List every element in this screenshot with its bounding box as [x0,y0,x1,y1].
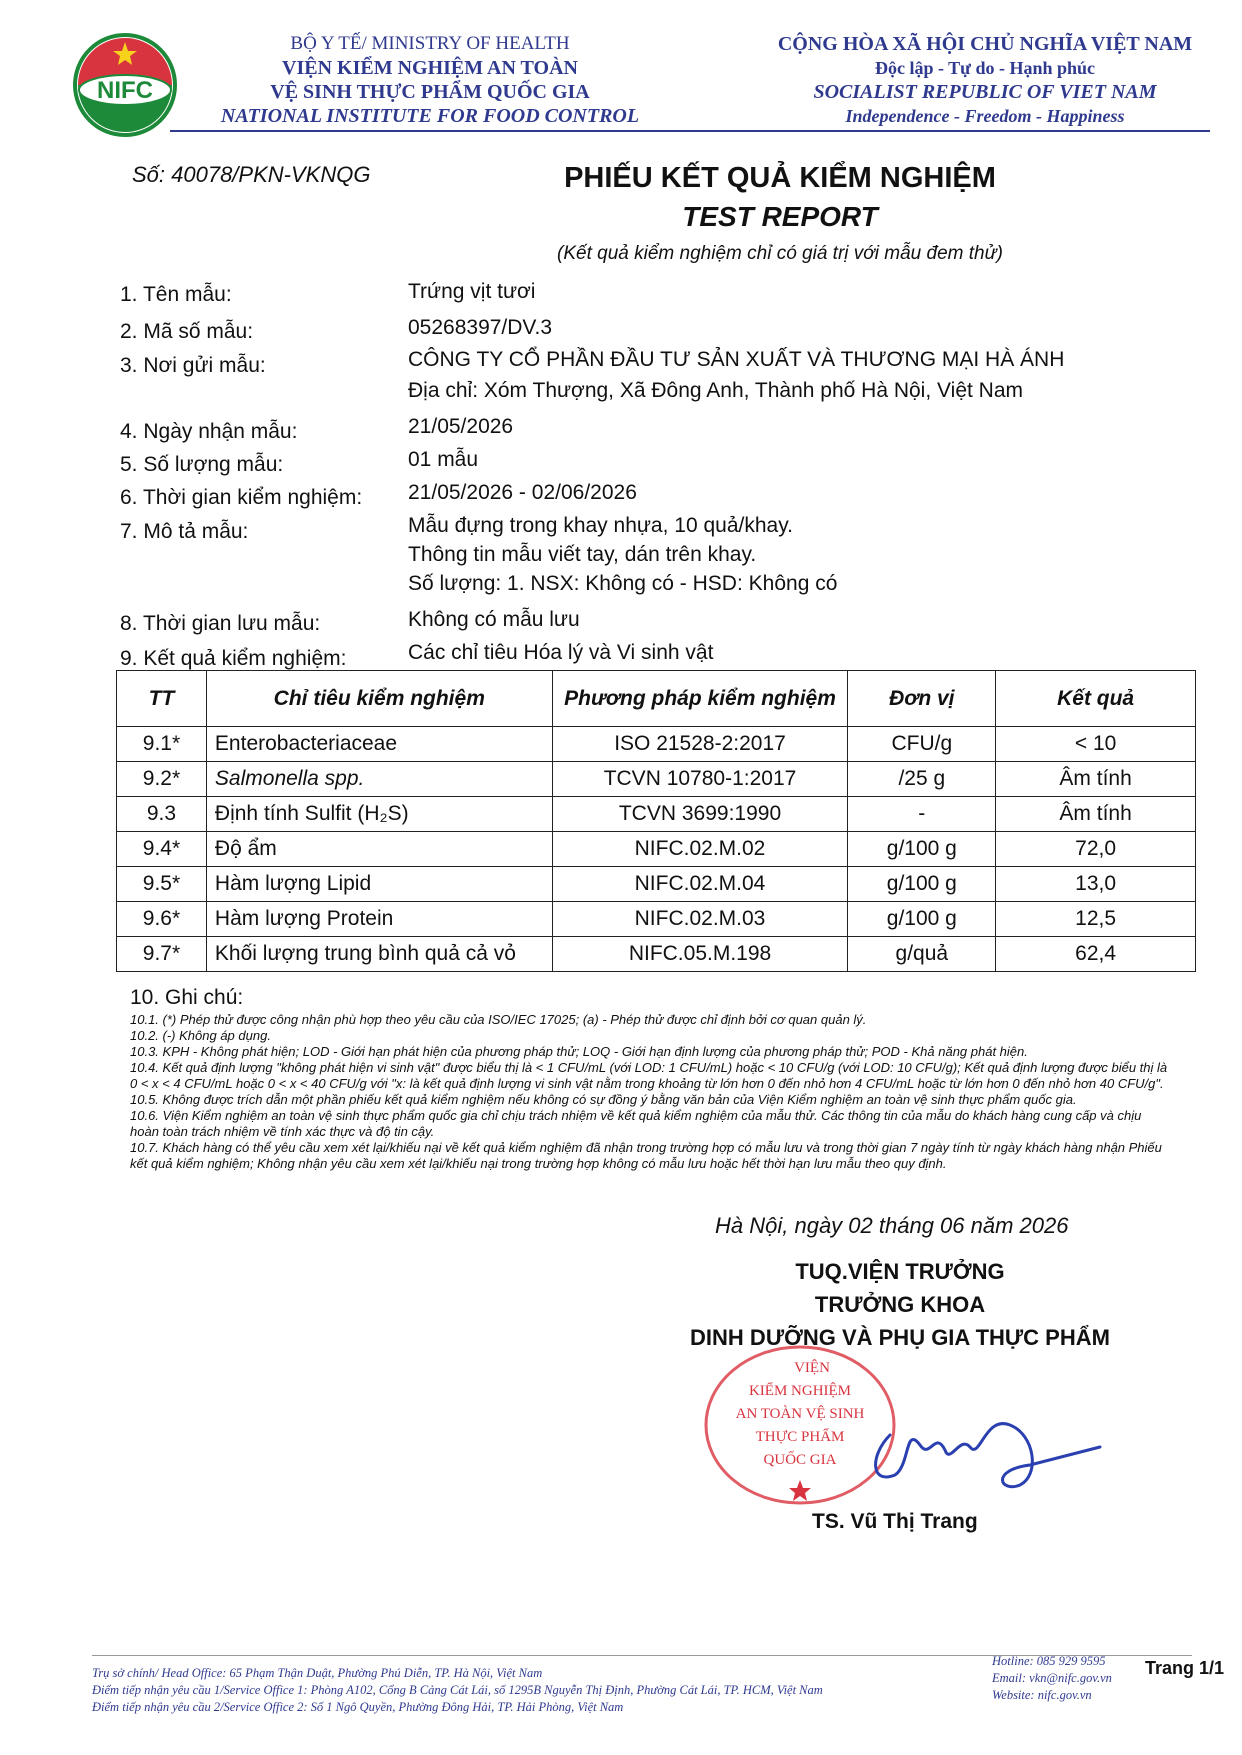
cell-tt: 9.3 [117,797,207,832]
signer-name: TS. Vũ Thị Trang [812,1510,978,1533]
note-item: 10.4. Kết quả định lượng "không phát hiện vi sinh vật" được biểu thị là < 1 CFU/mL (với LOD: 1 CFU/mL) hoặc < 10 CFU/g (với LOD: 10 CFU/g); Kết quả định lượng được biểu thị là 0 < x < 4 CFU/mL hoặc 0 < x < 40 CFU/g với "x: là kết quả định lượng vi sinh vật nằm trong khoảng từ lớn hơn 0 đến nhỏ hơn 4 CFU/mL hoặc từ lớn hơn 0 đến nhỏ hơn 40 CFU/g". [130,1060,1168,1091]
svg-text:QUỐC GIA: QUỐC GIA [763,1452,837,1468]
republic-en: SOCIALIST REPUBLIC OF VIET NAM [813,81,1157,103]
note-item: 10.7. Khách hàng có thể yêu cầu xem xét lại/khiếu nại về kết quả kiểm nghiệm đã nhận trong trường hợp có mẫu lưu và trong thời gian 7 ngày tính từ ngày khách hàng nhận Phiếu kết quả kiểm nghiệm; Không nhận yêu cầu xem xét lại/khiếu nại trong trường hợp không có mẫu lưu hoặc hết thời hạn lưu mẫu theo quy định. [130,1140,1162,1171]
cell-unit: g/100 g [848,902,996,937]
info-value: Các chỉ tiêu Hóa lý và Vi sinh vật [408,641,714,664]
cell-result: 62,4 [996,937,1196,972]
institute-name-vn-2: VỆ SINH THỰC PHẨM QUỐC GIA [270,81,590,103]
cell-unit: CFU/g [848,727,996,762]
footer-addresses [92,1665,823,1716]
cell-unit: g/100 g [848,867,996,902]
cell-method: TCVN 10780-1:2017 [552,762,848,797]
cell-criterion: Salmonella spp. [206,762,552,797]
title-en: TEST REPORT [682,201,878,232]
institute-name-en: NATIONAL INSTITUTE FOR FOOD CONTROL [220,105,640,127]
sign-line-3: DINH DƯỠNG VÀ PHỤ GIA THỰC PHẨM [690,1325,1110,1350]
report-number: Số: 40078/PKN-VKNQG [132,162,371,187]
notes-heading: 10. Ghi chú: [130,986,244,1009]
info-value: 21/05/2026 - 02/06/2026 [408,481,637,504]
cell-result: 12,5 [996,902,1196,937]
place-date: Hà Nội, ngày 02 tháng 06 năm 2026 [715,1213,1069,1238]
cell-tt: 9.2* [117,762,207,797]
table-row [117,867,1196,902]
cell-unit: /25 g [848,762,996,797]
service-office-1: Điểm tiếp nhận yêu cầu 1/Service Office 1: Phòng A102, Cổng B Cảng Cát Lái, số 1295B Nguyễn Thị Định, Phường Cát Lái, TP. HCM, Việt Nam [92,1683,823,1697]
institute-header [170,32,690,128]
info-label: 8. Thời gian lưu mẫu: [120,612,321,635]
note-item: 10.3. KPH - Không phát hiện; LOD - Giới hạn phát hiện của phương pháp thử; LOQ - Giới hạn định lượng của phương pháp thử; POD - Khả năng phát hiện. [130,1044,1028,1059]
table-row [117,727,1196,762]
cell-method: TCVN 3699:1990 [552,797,848,832]
info-value: Số lượng: 1. NSX: Không có - HSD: Không có [408,572,838,595]
note-item: 10.2. (-) Không áp dụng. [130,1028,271,1043]
cell-unit: g/100 g [848,832,996,867]
svg-text:AN TOÀN VỆ SINH: AN TOÀN VỆ SINH [735,1406,865,1422]
svg-text:THỰC PHẨM: THỰC PHẨM [755,1429,845,1445]
cell-criterion: Enterobacteriaceae [206,727,552,762]
footer-contacts [992,1653,1112,1704]
cell-method: ISO 21528-2:2017 [552,727,848,762]
email: Email: vkn@nifc.gov.vn [992,1671,1112,1685]
cell-method: NIFC.05.M.198 [552,937,848,972]
title-vn: PHIẾU KẾT QUẢ KIỂM NGHIỆM [564,162,996,194]
info-label: 6. Thời gian kiểm nghiệm: [120,486,363,509]
cell-result: Âm tính [996,762,1196,797]
motto-en: Independence - Freedom - Happiness [845,106,1125,126]
notes-section [130,986,1170,1172]
info-value: Không có mẫu lưu [408,608,580,631]
validity-note: (Kết quả kiểm nghiệm chỉ có giá trị với mẫu đem thử) [557,243,1003,264]
info-value: Địa chỉ: Xóm Thượng, Xã Đông Anh, Thành phố Hà Nội, Việt Nam [408,379,1023,402]
page-number: Trang 1/1 [1145,1658,1225,1678]
cell-tt: 9.6* [117,902,207,937]
info-label: 4. Ngày nhận mẫu: [120,420,298,443]
info-value: 05268397/DV.3 [408,316,553,339]
info-value: Mẫu đựng trong khay nhựa, 10 quả/khay. [408,514,793,537]
report-title [520,162,1040,233]
info-value: Trứng vịt tươi [408,280,536,303]
logo-text: NIFC [97,77,153,104]
info-label: 5. Số lượng mẫu: [120,453,284,476]
cell-criterion: Khối lượng trung bình quả cả vỏ [206,937,552,972]
republic-vn: CỘNG HÒA XÃ HỘI CHỦ NGHĨA VIỆT NAM [777,33,1193,55]
cell-method: NIFC.02.M.04 [552,867,848,902]
cell-unit: g/quả [848,937,996,972]
col-header-unit: Đơn vị [848,671,996,727]
note-item: 10.1. (*) Phép thử được công nhận phù hợp theo yêu cầu của ISO/IEC 17025; (a) - Phép thử được chỉ định bởi cơ quan quản lý. [130,1012,867,1027]
cell-tt: 9.7* [117,937,207,972]
cell-criterion: Hàm lượng Lipid [206,867,552,902]
table-row [117,797,1196,832]
header-rule [170,130,1210,132]
website: Website: nifc.gov.vn [992,1688,1092,1702]
hotline: Hotline: 085 929 9595 [992,1654,1106,1668]
cell-result: < 10 [996,727,1196,762]
cell-method: NIFC.02.M.03 [552,902,848,937]
col-header-result: Kết quả [996,671,1196,727]
info-label: 1. Tên mẫu: [120,283,232,306]
cell-criterion: Hàm lượng Protein [206,902,552,937]
col-header-method: Phương pháp kiểm nghiệm [552,671,848,727]
svg-text:KIỂM NGHIỆM: KIỂM NGHIỆM [748,1383,852,1399]
info-value: CÔNG TY CỔ PHẦN ĐẦU TƯ SẢN XUẤT VÀ THƯƠNG MẠI HÀ ÁNH [408,348,1065,371]
results-table [116,670,1196,972]
table-row [117,937,1196,972]
table-row [117,762,1196,797]
cell-result: Âm tính [996,797,1196,832]
note-item: 10.6. Viện Kiểm nghiệm an toàn vệ sinh thực phẩm quốc gia chỉ chịu trách nhiệm về kết quả kiểm nghiệm của mẫu thử. Các thông tin của mẫu do khách hàng cung cấp và chịu hoàn toàn trách nhiệm về tính xác thực và độ tin cậy. [130,1108,1142,1139]
cell-result: 13,0 [996,867,1196,902]
cell-method: NIFC.02.M.02 [552,832,848,867]
note-item: 10.5. Không được trích dẫn một phần phiếu kết quả kiểm nghiệm nếu không có sự đồng ý bằng văn bản của Viện Kiểm nghiệm an toàn vệ sinh thực phẩm quốc gia. [130,1092,1077,1107]
table-row [117,902,1196,937]
info-value: 01 mẫu [408,448,479,471]
cell-result: 72,0 [996,832,1196,867]
info-value: 21/05/2026 [408,415,514,438]
col-header-tt: TT [117,671,207,727]
handwritten-signature [850,1375,1110,1495]
sign-line-1: TUQ.VIỆN TRƯỞNG [795,1259,1005,1284]
cell-criterion: Độ ẩm [206,832,552,867]
info-label: 2. Mã số mẫu: [120,320,254,343]
cell-criterion: Định tính Sulfit (H₂S) [206,797,552,832]
info-label: 9. Kết quả kiểm nghiệm: [120,647,347,670]
svg-text:VIỆN: VIỆN [794,1360,830,1376]
institute-name-vn-1: VIỆN KIỂM NGHIỆM AN TOÀN [282,57,578,79]
table-header-row [117,671,1196,727]
cell-unit: - [848,797,996,832]
info-label: 7. Mô tả mẫu: [120,520,249,543]
table-row [117,832,1196,867]
cell-tt: 9.1* [117,727,207,762]
ministry-name: BỘ Y TẾ/ MINISTRY OF HEALTH [290,33,570,54]
head-office: Trụ sở chính/ Head Office: 65 Phạm Thận Duật, Phường Phú Diễn, TP. Hà Nội, Việt Nam [92,1666,543,1680]
sign-line-2: TRƯỞNG KHOA [814,1292,986,1317]
info-value: Thông tin mẫu viết tay, dán trên khay. [408,543,757,566]
motto-vn: Độc lập - Tự do - Hạnh phúc [874,58,1096,78]
service-office-2: Điểm tiếp nhận yêu cầu 2/Service Office 2: Số 1 Ngô Quyền, Phường Đông Hải, TP. Hải Phòng, Việt Nam [92,1700,624,1714]
republic-header [760,32,1210,128]
cell-tt: 9.4* [117,832,207,867]
cell-tt: 9.5* [117,867,207,902]
col-header-criterion: Chỉ tiêu kiểm nghiệm [206,671,552,727]
nifc-logo [70,30,180,140]
info-label: 3. Nơi gửi mẫu: [120,354,266,377]
